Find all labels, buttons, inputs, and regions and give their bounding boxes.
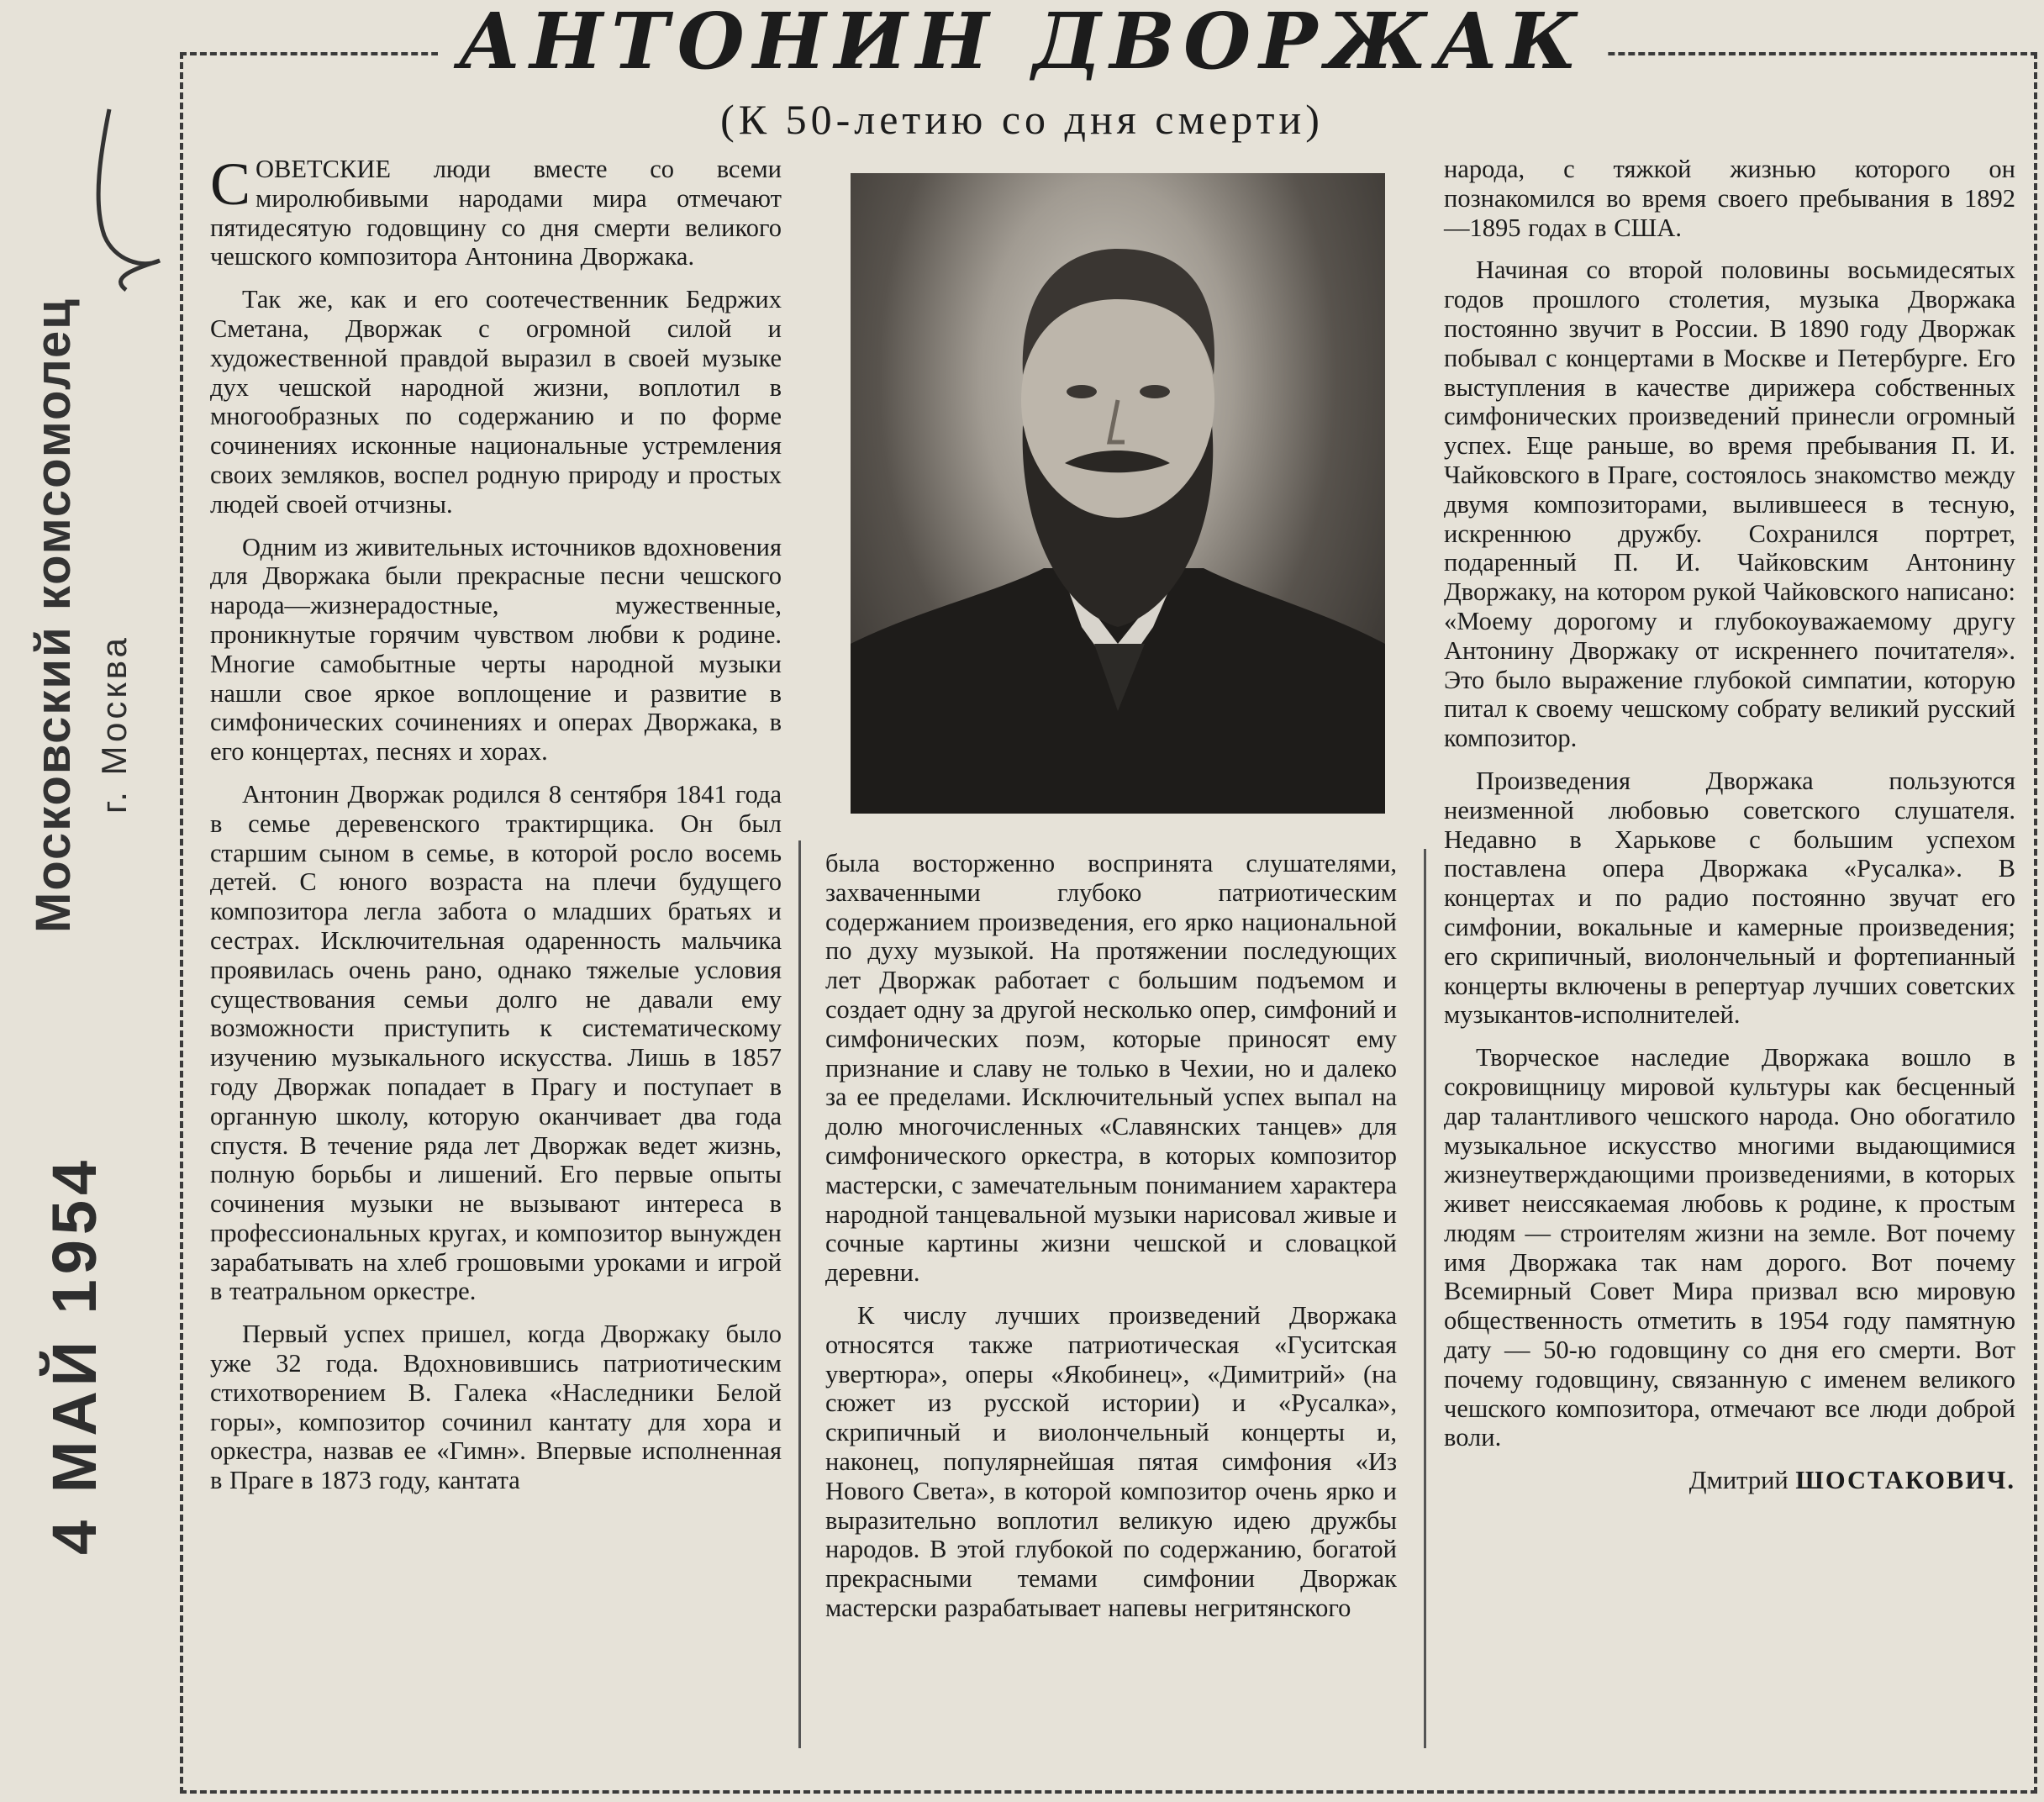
drop-cap: С: [210, 150, 251, 218]
paragraph: Антонин Дворжак родился 8 сентября 1841 года в семье деревенского трактирщика. Он был старшим сыном в семье, в которой росло восемь детей. С юного возраста на плечи будущего композитора легла забота о младших братьях и сестрах. Исключительная одаренность мальчика проявилась очень рано, однако тяжелые условия существования семьи долго не давали ему возможности приступить к систематическому изучению музыкального искусства. Лишь в 1857 году Дворжак попадает в Прагу и поступает в органную школу, которую оканчивает два года спустя. В течение ряда лет Дворжак ведет жизнь, полную борьбы и лишений. Его первые опыты сочинения музыки не вызывают интереса в профессиональных кругах, и композитор вынужден зарабатывать на хлеб грошовыми уроками и игрой в театральном оркестре.: [210, 779, 782, 1306]
article-subtitle: (К 50-летию со дня смерти): [720, 96, 1324, 143]
column-3: [1444, 155, 2015, 1509]
stamp-date: 4 МАЙ 1954: [40, 1155, 109, 1555]
stamp-newspaper-name: Московский комсомолец: [26, 298, 81, 933]
paragraph: Первый успех пришел, когда Дворжаку было уже 32 года. Вдохновившись патриотическим стихотворением В. Галека «Наследники Белой горы», композитор сочинил кантату для хора и оркестра, назвав ее «Гимн». Впервые исполненная в Праге в 1873 году, кантата: [210, 1320, 782, 1495]
portrait-photo: [851, 173, 1385, 814]
paragraph: народа, с тяжкой жизнью которого он познакомился во время своего пребывания в 1892—1895 годах в США.: [1444, 155, 2015, 242]
paragraph: Творческое наследие Дворжака вошло в сокровищницу мировой культуры как бесценный дар талантливого чешского народа. Оно обогатило музыкальное искусство многими выдающимися жизнеутверждающими произведениями, в которых живет неиссякаемая любовь к родине, к простым людям — строителям жизни на земле. Вот почему имя Дворжака так нам дорого. Вот почему Всемирный Совет Мира призвал всю мировую общественность отметить в 1954 году памятную дату — 50-ю годовщину со дня его смерти. Вот почему годовщину, связанную с именем великого чешского композитора, отмечают все люди доброй воли.: [1444, 1043, 2015, 1452]
column-1: [210, 150, 782, 1509]
paragraph: Произведения Дворжака пользуются неизменной любовью советского слушателя. Недавно в Харькове с большим успехом поставлена опера Дворжака «Русалка». В концертах и по радио постоянно звучат его симфонии, вокальные и камерные произведения; его скрипичный, виолончельный и фортепианный концерты включены в репертуар лучших советских музыкантов-исполнителей.: [1444, 766, 2015, 1030]
article-title: АНТОНИН ДВОРЖАК: [0, 0, 2044, 87]
paragraph: Одним из живительных источников вдохновения для Дворжака были прекрасные песни чешского народа—жизнерадостные, мужественные, проникнутые горячим чувством любви к родине. Многие самобытные черты народной музыки нашли свое яркое воплощение и развитие в симфонических сочинениях и операх Дворжака, в его концертах, песнях и хорах.: [210, 532, 782, 767]
paragraph: Начиная со второй половины восьмидесятых годов прошлого столетия, музыка Дворжака постоянно звучит в России. В 1890 году Дворжак побывал с концертами в Москве и Петербурге. Его выступления в качестве дирижера собственных симфонических произведений принесли огромный успех. Еще раньше, во время пребывания П. И. Чайковского в Праге, состоялось знакомство между двумя композиторами, вылившееся в тесную, искреннюю дружбу. Сохранился портрет, подаренный П. И. Чайковским Антонину Дворжаку, на котором рукой Чайковского написано: «Моему дорогому и глубокоуважаемому другу Антонину Дворжаку от искреннего почитателя». Это было выражение глубокой симпатии, которую питал к своему чешскому собрату великий русский композитор.: [1444, 256, 2015, 753]
column-2: [825, 849, 1397, 1636]
paragraph: К числу лучших произведений Дворжака относятся также патриотическая «Гуситская увертюра», оперы «Якобинец», «Димитрий» (на сюжет из русской истории) и «Русалка», скрипичный и виолончельный концерты и, наконец, популярнейшая пятая симфония «Из Нового Света», в которой композитор очень ярко и выразительно воплотил великую идею дружбы народов. В этой глубокой по содержанию, богатой прекрасными темами симфонии Дворжак мастерски разрабатывает напевы негритянского: [825, 1300, 1397, 1622]
stamp-city: г. Москва: [94, 635, 134, 814]
paragraph: была восторженно воспринята слушателями, захваченными глубоко патриотическим содержанием произведения, его ярко национальной по духу музыкой. На протяжении последующих лет Дворжак работает с большим подъемом и создает одну за другой несколько опер, симфоний и симфонических поэм, которые приносят ему признание и славу не только в Чехии, но и далеко за ее пределами. Исключительный успех выпал на долю многочисленных «Славянских танцев» для симфонического оркестра, в которых композитор мастерски, с замечательным пониманием характера народной танцевальной музыки нарисовал живые и сочные картины жизни чешской и словацкой деревни.: [825, 849, 1397, 1288]
paragraph: Так же, как и его соотечественник Бедржих Сметана, Дворжак с огромной силой и художественной правдой выразил в своей музыке дух чешской народной жизни, воплотил в многообразных по содержанию и по форме сочинениях исконные национальные устремления своих земляков, воспел родную природу и простых людей своей отчизны.: [210, 285, 782, 519]
paragraph: СОВЕТСКИЕ люди вместе со всеми миролюбивыми народами мира отмечают пятидесятую годовщину со дня смерти великого чешского композитора Антонина Дворжака.: [210, 150, 782, 271]
column-divider: [798, 840, 801, 1748]
column-divider: [1424, 849, 1426, 1748]
author-signature: Дмитрий ШОСТАКОВИЧ.: [1688, 1466, 2015, 1495]
